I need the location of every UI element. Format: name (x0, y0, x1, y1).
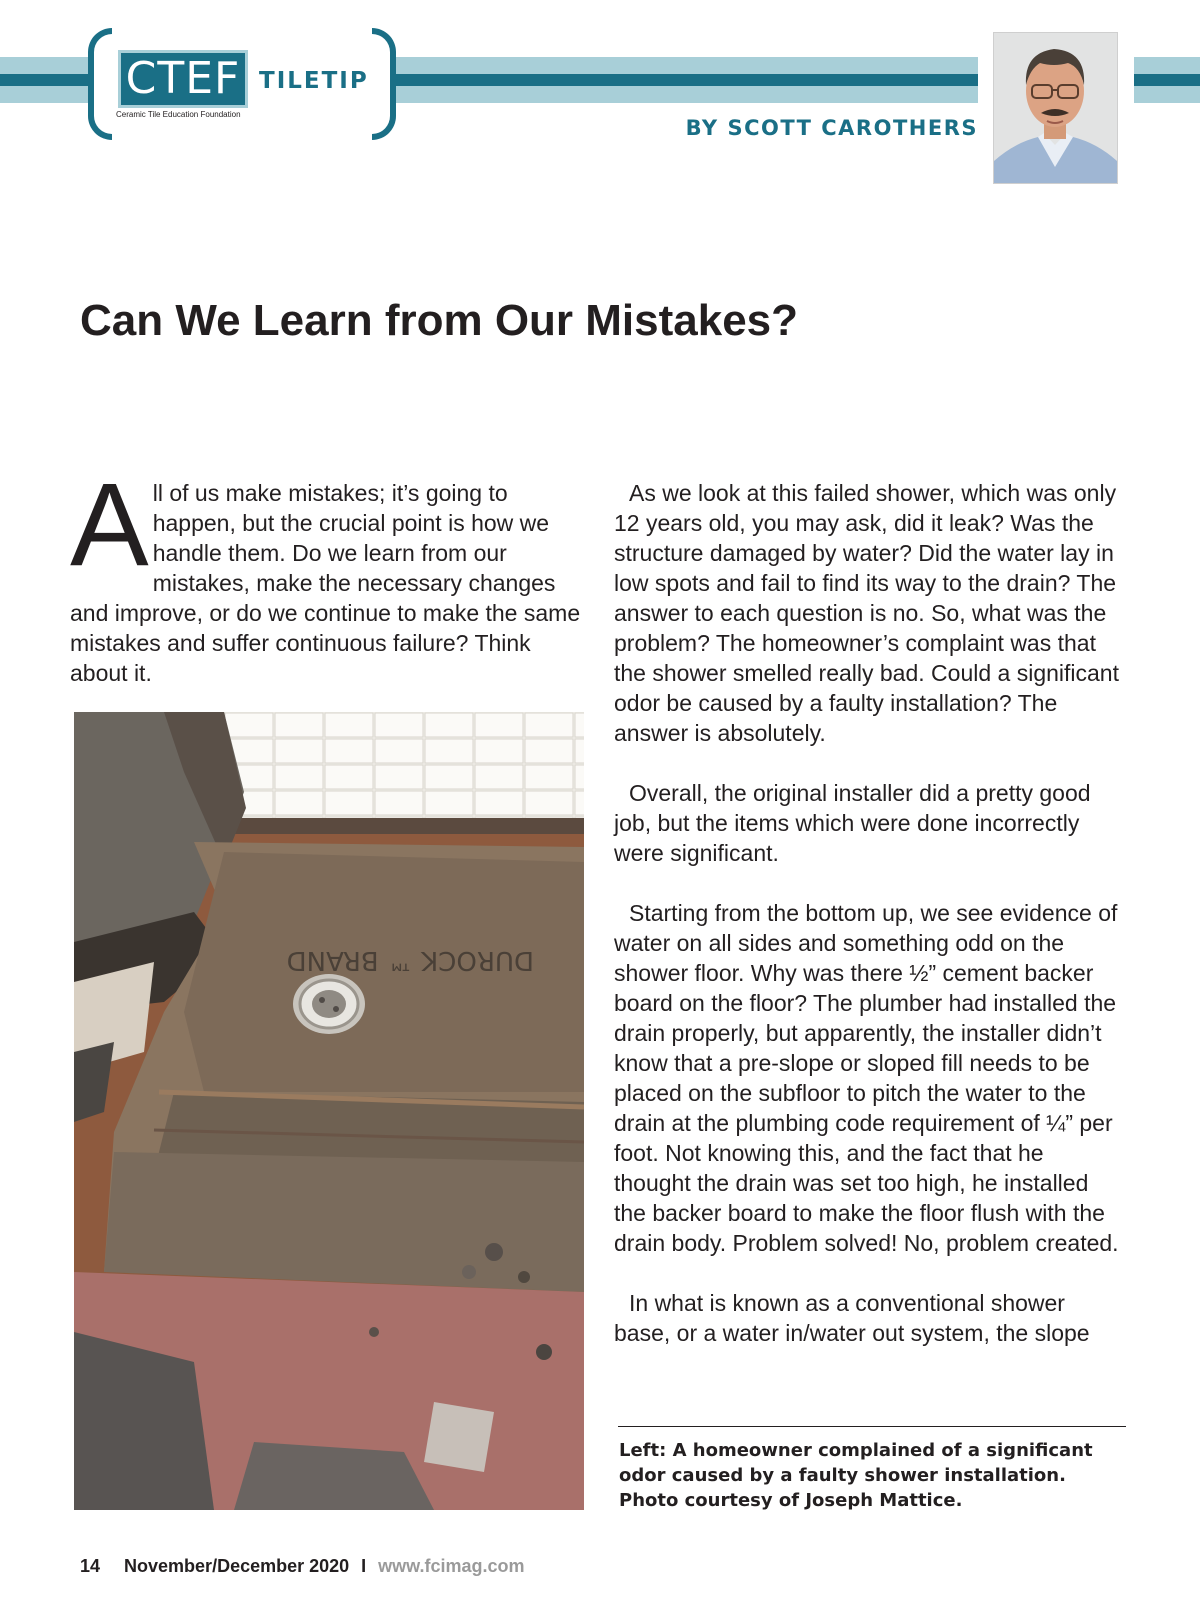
logo-subtitle: Ceramic Tile Education Foundation (116, 110, 241, 119)
logo-bracket-right (372, 28, 396, 140)
ctef-logo: CTEF (118, 50, 248, 108)
author-portrait (993, 32, 1118, 184)
article-column-right (614, 478, 1126, 1378)
paragraph-2: Overall, the original installer did a pretty good job, but the items which were done incorrectly were significant. (614, 780, 1091, 866)
caption-divider (618, 1426, 1126, 1427)
intro-text: ll of us make mistakes; it’s going to happen, but the crucial point is how we handle them. Do we learn from our mistakes, make the necessary changes and improve, or do we continue to make the same mistakes and suffer continuous failure? Think about it. (70, 480, 581, 686)
paragraph-4: In what is known as a conventional shower base, or a water in/water out system, the slope (614, 1290, 1090, 1346)
shower-floor-photo-illustration (74, 712, 584, 1510)
paragraph-3: Starting from the bottom up, we see evidence of water on all sides and something odd on the shower floor. Why was there ½” cement backer board on the floor? The plumber had installed the drain properly, but apparently, the installer didn’t know that a pre-slope or sloped fill needs to be placed on the subfloor to pitch the water to the drain at the plumbing code requirement of ¼” per foot. Not knowing this, and the fact that he thought the drain was set too high, he installed the backer board to make the floor flush with the drain body. Problem solved! No, problem created. (614, 900, 1119, 1256)
header-band-middle (393, 57, 978, 103)
intro-paragraph (70, 459, 586, 688)
logo-bracket-left (88, 28, 112, 140)
tiletip-label: TILETIP (259, 68, 369, 94)
page-footer (80, 1556, 525, 1577)
header-band-right (1134, 57, 1200, 103)
article-title: Can We Learn from Our Mistakes? (80, 296, 799, 345)
website-link[interactable]: www.fcimag.com (378, 1556, 525, 1576)
drop-cap: A (70, 459, 149, 591)
photo-caption: Left: A homeowner complained of a significant odor caused by a faulty shower installation. Photo courtesy of Joseph Mattice. (619, 1440, 1093, 1511)
page-number: 14 (80, 1556, 101, 1576)
author-portrait-illustration (994, 33, 1117, 183)
issue-date: November/December 2020 (124, 1556, 350, 1576)
svg-text:DUROCK ™ BRAND: DUROCK ™ BRAND (286, 945, 534, 975)
shower-floor-photo (74, 712, 584, 1510)
author-byline: BY SCOTT CAROTHERS (685, 116, 978, 140)
article-column-left (70, 459, 586, 688)
paragraph-1: As we look at this failed shower, which was only 12 years old, you may ask, did it leak? Was the structure damaged by water? Did the water lay in low spots and fail to find its way to the drain? The answer to each question is no. So, what was the problem? The homeowner’s complaint was that the shower smelled really bad. Could a significant odor be caused by a faulty installation? The answer is absolutely. (614, 480, 1119, 746)
footer-separator: I (361, 1556, 367, 1576)
header-band-left (0, 57, 100, 103)
